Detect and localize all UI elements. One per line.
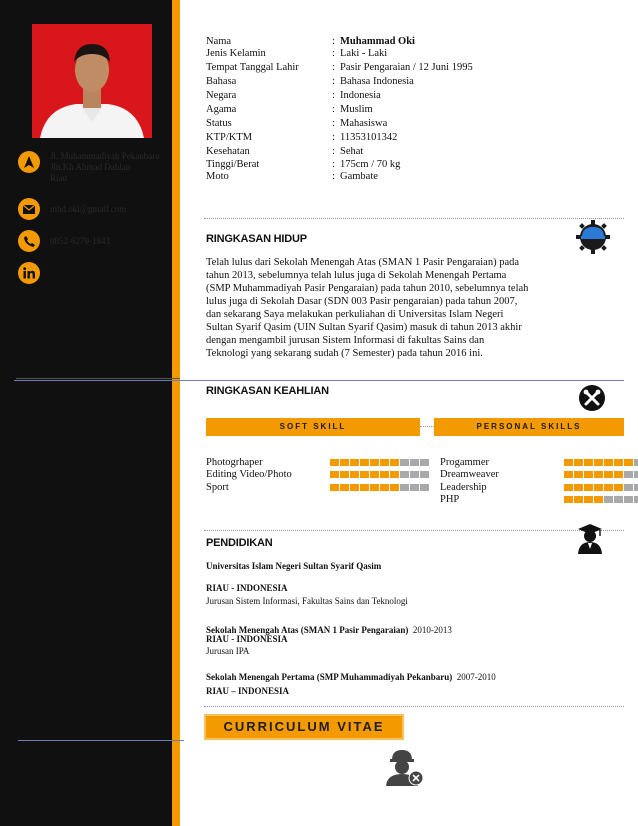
skill-level-bar [564, 459, 638, 466]
skill-level-segment [614, 471, 623, 478]
summary-line: Teknologi yang sekarang sudah (7 Semester) pada tahun 2016 ini. [206, 348, 483, 359]
info-row [206, 171, 606, 183]
skill-level-segment [634, 459, 638, 466]
edu-years: 2007-2010 [456, 672, 496, 682]
skill-level-segment [614, 484, 623, 491]
tools-icon [578, 384, 606, 417]
info-colon: : [332, 171, 335, 183]
info-colon: : [332, 132, 335, 144]
email-icon [18, 198, 40, 220]
linkedin-icon[interactable] [18, 262, 40, 284]
skill-level-segment [634, 496, 638, 503]
contact-address [18, 151, 176, 184]
skills-title: RINGKASAN KEAHLIAN [206, 385, 329, 397]
section-divider [204, 706, 624, 707]
skill-level-segment [584, 459, 593, 466]
info-label: Tempat Tanggal Lahir [206, 62, 299, 74]
skill-level-segment [584, 471, 593, 478]
skill-level-segment [564, 471, 573, 478]
contact-phone [18, 230, 176, 252]
skill-level-segment [594, 459, 603, 466]
edu-school: Sekolah Menengah Pertama (SMP Muhammadiyah Pekanbaru) [206, 672, 453, 682]
skill-level-segment [420, 471, 429, 478]
skill-level-segment [574, 471, 583, 478]
skill-row [206, 469, 430, 482]
info-label: Moto [206, 171, 229, 183]
skill-level-segment [410, 471, 419, 478]
skill-level-segment [390, 459, 399, 466]
edu-school: Sekolah Menengah Atas (SMAN 1 Pasir Pengaraian) [206, 625, 409, 635]
summary-line: Telah lulus dari Sekolah Menengah Atas (SMAN 1 Pasir Pengaraian) pada [206, 257, 520, 268]
info-colon: : [332, 90, 335, 102]
info-colon: : [332, 62, 335, 74]
edu-region: RIAU – INDONESIA [206, 686, 290, 696]
skill-level-segment [390, 484, 399, 491]
accent-bar [172, 0, 180, 826]
skill-level-segment [330, 471, 339, 478]
skill-level-segment [330, 484, 339, 491]
skill-level-segment [390, 471, 399, 478]
edu-region: RIAU - INDONESIA [206, 583, 288, 593]
info-label: Jenis Kelamin [206, 48, 266, 60]
tab-personal-skills: PERSONAL SKILLS [434, 418, 624, 436]
skill-level-segment [420, 459, 429, 466]
email-text[interactable]: mhd.oki@gmail.com [50, 204, 127, 214]
info-colon: : [332, 76, 335, 88]
section-divider [14, 380, 624, 381]
skill-level-bar [330, 459, 430, 466]
skill-level-segment [574, 459, 583, 466]
skill-level-segment [350, 484, 359, 491]
summary-line: (SMP Muhammadiyah Pasir Pengaraian) pada tahun 2010, sebelumnya telah [206, 283, 529, 294]
skill-level-segment [340, 459, 349, 466]
skill-name: Leadership [440, 481, 487, 493]
skill-level-segment [564, 459, 573, 466]
info-colon: : [332, 158, 335, 170]
info-label: Negara [206, 90, 237, 102]
skill-level-segment [564, 484, 573, 491]
skill-level-segment [614, 496, 623, 503]
info-value: Pasir Pengaraian / 12 Juni 1995 [340, 62, 473, 74]
info-row [206, 118, 606, 130]
skill-level-segment [340, 471, 349, 478]
profile-photo [32, 24, 152, 138]
skill-row [206, 481, 430, 494]
skill-level-segment [360, 459, 369, 466]
skill-name: Photogrhaper [206, 456, 263, 468]
soft-skill-list [206, 456, 430, 494]
skill-level-segment [604, 484, 613, 491]
skill-level-segment [330, 459, 339, 466]
info-row [206, 76, 606, 88]
engineer-icon [384, 748, 424, 791]
skill-row [440, 456, 638, 469]
tab-connector [420, 426, 434, 427]
info-label: KTP/KTM [206, 132, 253, 144]
skill-level-segment [370, 459, 379, 466]
skill-name: Progammer [440, 456, 489, 468]
skill-level-segment [594, 471, 603, 478]
edu-years: 2010-2013 [412, 625, 452, 635]
skill-level-segment [584, 484, 593, 491]
edu-entry [206, 672, 496, 682]
summary-line: dengan mengambil jurusan Sistem Informasi di fakultas Sains dan [206, 335, 485, 346]
skill-level-segment [360, 484, 369, 491]
info-label: Kesehatan [206, 146, 250, 158]
skill-level-segment [574, 484, 583, 491]
info-value: Muslim [340, 104, 373, 116]
skill-level-segment [634, 484, 638, 491]
personal-info [206, 36, 606, 183]
info-row [206, 104, 606, 116]
info-colon: : [332, 48, 335, 60]
info-colon: : [332, 146, 335, 158]
skill-level-segment [400, 471, 409, 478]
skill-level-segment [380, 471, 389, 478]
sidebar-divider [16, 378, 180, 379]
info-colon: : [332, 104, 335, 116]
summary-line: lulus juga di Sekolah Dasar (SDN 003 Pasir pengaraian) pada tahun 2007, [206, 296, 518, 307]
info-colon: : [332, 36, 335, 47]
cv-title: CURRICULUM VITAE [204, 714, 404, 740]
info-value: 11353101342 [340, 132, 398, 144]
summary-line: tahun 2013, sebelumnya telah lulus juga di Sekolah Menengah Pertama [206, 270, 507, 281]
skill-level-segment [604, 471, 613, 478]
summary-title: RINGKASAN HIDUP [206, 233, 307, 245]
skill-level-bar [564, 471, 638, 478]
address-line-2: Jln.Kh Ahmad Dahlan [50, 162, 131, 172]
section-divider [204, 530, 624, 531]
skill-level-bar [330, 484, 430, 491]
skill-level-segment [350, 471, 359, 478]
skill-level-segment [604, 459, 613, 466]
skill-level-segment [624, 459, 633, 466]
phone-text[interactable]: 0852-6279-1843 [50, 236, 110, 246]
info-label: Bahasa [206, 76, 237, 88]
skill-level-segment [624, 496, 633, 503]
contact-email [18, 198, 176, 220]
skill-level-bar [564, 496, 638, 503]
skill-level-bar [564, 484, 638, 491]
info-row [206, 132, 606, 144]
skill-level-segment [624, 471, 633, 478]
address-line-1: Jl. Muhammadiyah Pekanbaru [50, 151, 160, 161]
info-colon: : [332, 118, 335, 130]
location-icon [18, 151, 40, 173]
contact-linkedin[interactable] [18, 262, 176, 284]
info-label: Nama [206, 36, 232, 47]
tab-soft-skill: SOFT SKILL [206, 418, 420, 436]
skill-level-segment [594, 496, 603, 503]
skill-name: Editing Video/Photo [206, 469, 292, 481]
info-row [206, 48, 606, 60]
skill-row [440, 469, 638, 482]
info-value: Bahasa Indonesia [340, 76, 414, 88]
section-divider [204, 218, 624, 219]
skill-level-segment [360, 471, 369, 478]
skill-level-segment [604, 496, 613, 503]
skill-level-segment [614, 459, 623, 466]
summary-text [206, 256, 590, 360]
skill-level-segment [380, 459, 389, 466]
edu-detail: Jurusan Sistem Informasi, Fakultas Sains dan Teknologi [206, 596, 408, 606]
skill-level-segment [340, 484, 349, 491]
skill-row [440, 494, 638, 507]
skill-row [206, 456, 430, 469]
skill-level-segment [370, 484, 379, 491]
info-label: Agama [206, 104, 237, 116]
skill-level-segment [370, 471, 379, 478]
biodata-label: BIODATA [18, 741, 67, 753]
address-line-3: Riau [50, 173, 67, 183]
graduate-icon [576, 522, 604, 559]
skill-level-segment [420, 484, 429, 491]
info-value: Sehat [340, 146, 364, 158]
skill-level-segment [574, 496, 583, 503]
summary-line: dan sekarang Saya melakukan perkuliahan di Universitas Islam Negeri [206, 309, 504, 320]
worker-helmet-icon [576, 220, 610, 259]
info-value: Muhammad Oki [340, 36, 415, 47]
education-title: PENDIDIKAN [206, 537, 273, 549]
info-row [206, 90, 606, 102]
info-row [206, 62, 606, 74]
summary-line: Sultan Syarif Qasim (UIN Sultan Syarif Qasim) masuk di tahun 2013 akhir [206, 322, 522, 333]
skill-level-segment [350, 459, 359, 466]
info-value: 175cm / 70 kg [340, 158, 401, 170]
skill-level-segment [400, 459, 409, 466]
skill-level-segment [634, 471, 638, 478]
edu-region: RIAU - INDONESIA [206, 634, 288, 644]
info-label: Status [206, 118, 232, 130]
personal-skill-list [440, 456, 638, 506]
phone-icon [18, 230, 40, 252]
skill-name: Sport [206, 481, 229, 493]
skill-level-segment [410, 484, 419, 491]
skill-level-segment [624, 484, 633, 491]
skill-level-segment [594, 484, 603, 491]
info-value: Indonesia [340, 90, 381, 102]
info-value: Mahasiswa [340, 118, 388, 130]
info-row [206, 146, 606, 158]
skill-level-segment [410, 459, 419, 466]
info-label: Tinggi/Berat [206, 158, 260, 170]
skill-level-segment [584, 496, 593, 503]
skill-row [440, 481, 638, 494]
edu-school: Universitas Islam Negeri Sultan Syarif Qasim [206, 561, 382, 571]
skill-name: PHP [440, 494, 460, 506]
skill-level-segment [400, 484, 409, 491]
skill-level-segment [564, 496, 573, 503]
info-value: Gambate [340, 171, 378, 183]
info-row [206, 36, 606, 48]
info-value: Laki - Laki [340, 48, 388, 60]
info-row [206, 159, 606, 171]
skill-level-bar [330, 471, 430, 478]
edu-detail: Jurusan IPA [206, 646, 250, 656]
skill-name: Dreamweaver [440, 469, 499, 481]
skill-level-segment [380, 484, 389, 491]
